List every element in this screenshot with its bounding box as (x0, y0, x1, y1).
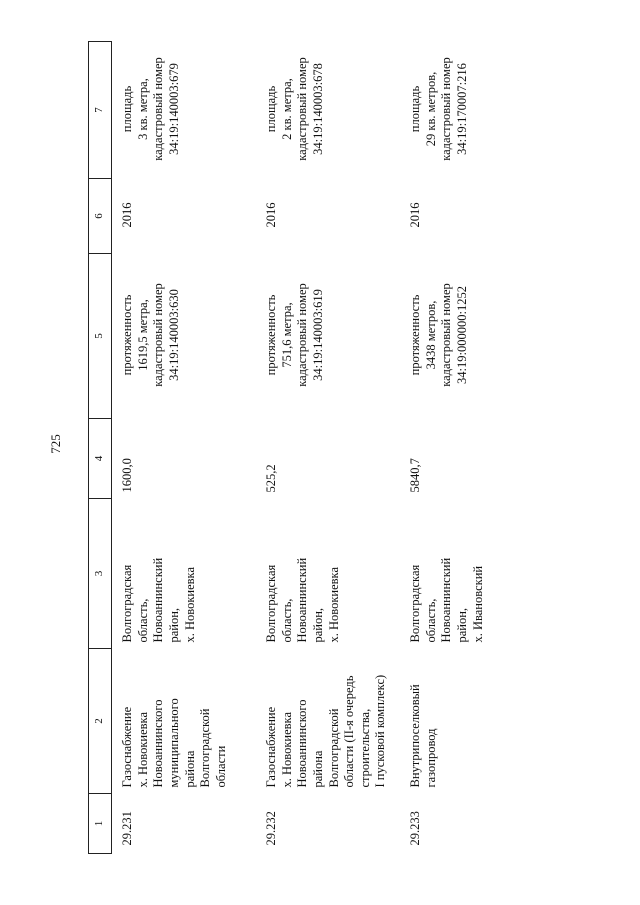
header-cell: 2 (89, 649, 112, 794)
object-value: 5840,7 (408, 458, 422, 493)
header-cell: 7 (89, 42, 112, 179)
header-cell: 4 (89, 419, 112, 499)
page-number: 725 (47, 434, 63, 454)
table-row (400, 42, 544, 854)
rotated-table-container (88, 42, 542, 854)
object-characteristics: протяженность 751,6 метра, кадастровый номер 34:19:140003:619 (264, 283, 325, 387)
object-address: Волгоградская область, Новоаннинский район, х. Новокиевка (120, 557, 197, 643)
table-row (256, 42, 400, 854)
object-value: 1600,0 (120, 458, 134, 493)
header-cell: 1 (89, 794, 112, 854)
row-number: 29.232 (264, 811, 278, 846)
row-number: 29.231 (120, 811, 134, 846)
object-year: 2016 (120, 202, 134, 228)
object-value: 525,2 (264, 464, 278, 493)
object-characteristics: протяженность 1619,5 метра, кадастровый номер 34:19:140003:630 (120, 283, 181, 387)
object-year: 2016 (264, 202, 278, 228)
object-year: 2016 (408, 202, 422, 228)
header-cell: 3 (89, 499, 112, 649)
registry-table (88, 41, 544, 854)
land-plot-info: площадь 2 кв. метра, кадастровый номер 34:19:140003:678 (264, 57, 325, 161)
object-name: Газоснабжение х. Новокиевка Новоаннинского района Волгоградской области (II-я очередь строительства, I пусковой комплекс) (264, 674, 388, 788)
object-characteristics: протяженность 3438 метров, кадастровый номер 34:19:000000:1252 (408, 283, 469, 387)
object-address: Волгоградская область, Новоаннинский район, х. Ивановский (408, 557, 485, 643)
object-name: Газоснабжение х. Новокиевка Новоаннинского муниципального района Волгоградской области (120, 698, 228, 788)
land-plot-info: площадь 29 кв. метров, кадастровый номер 34:19:170007:216 (408, 57, 469, 161)
header-cell: 6 (89, 179, 112, 254)
object-name: Внутрипоселковый газопровод (408, 684, 438, 788)
land-plot-info: площадь 3 кв. метра, кадастровый номер 34:19:140003:679 (120, 57, 181, 161)
table-row (112, 42, 257, 854)
object-address: Волгоградская область, Новоаннинский район, х. Новокиевка (264, 557, 341, 643)
row-number: 29.233 (408, 811, 422, 846)
header-row (89, 42, 112, 854)
header-cell: 5 (89, 254, 112, 419)
